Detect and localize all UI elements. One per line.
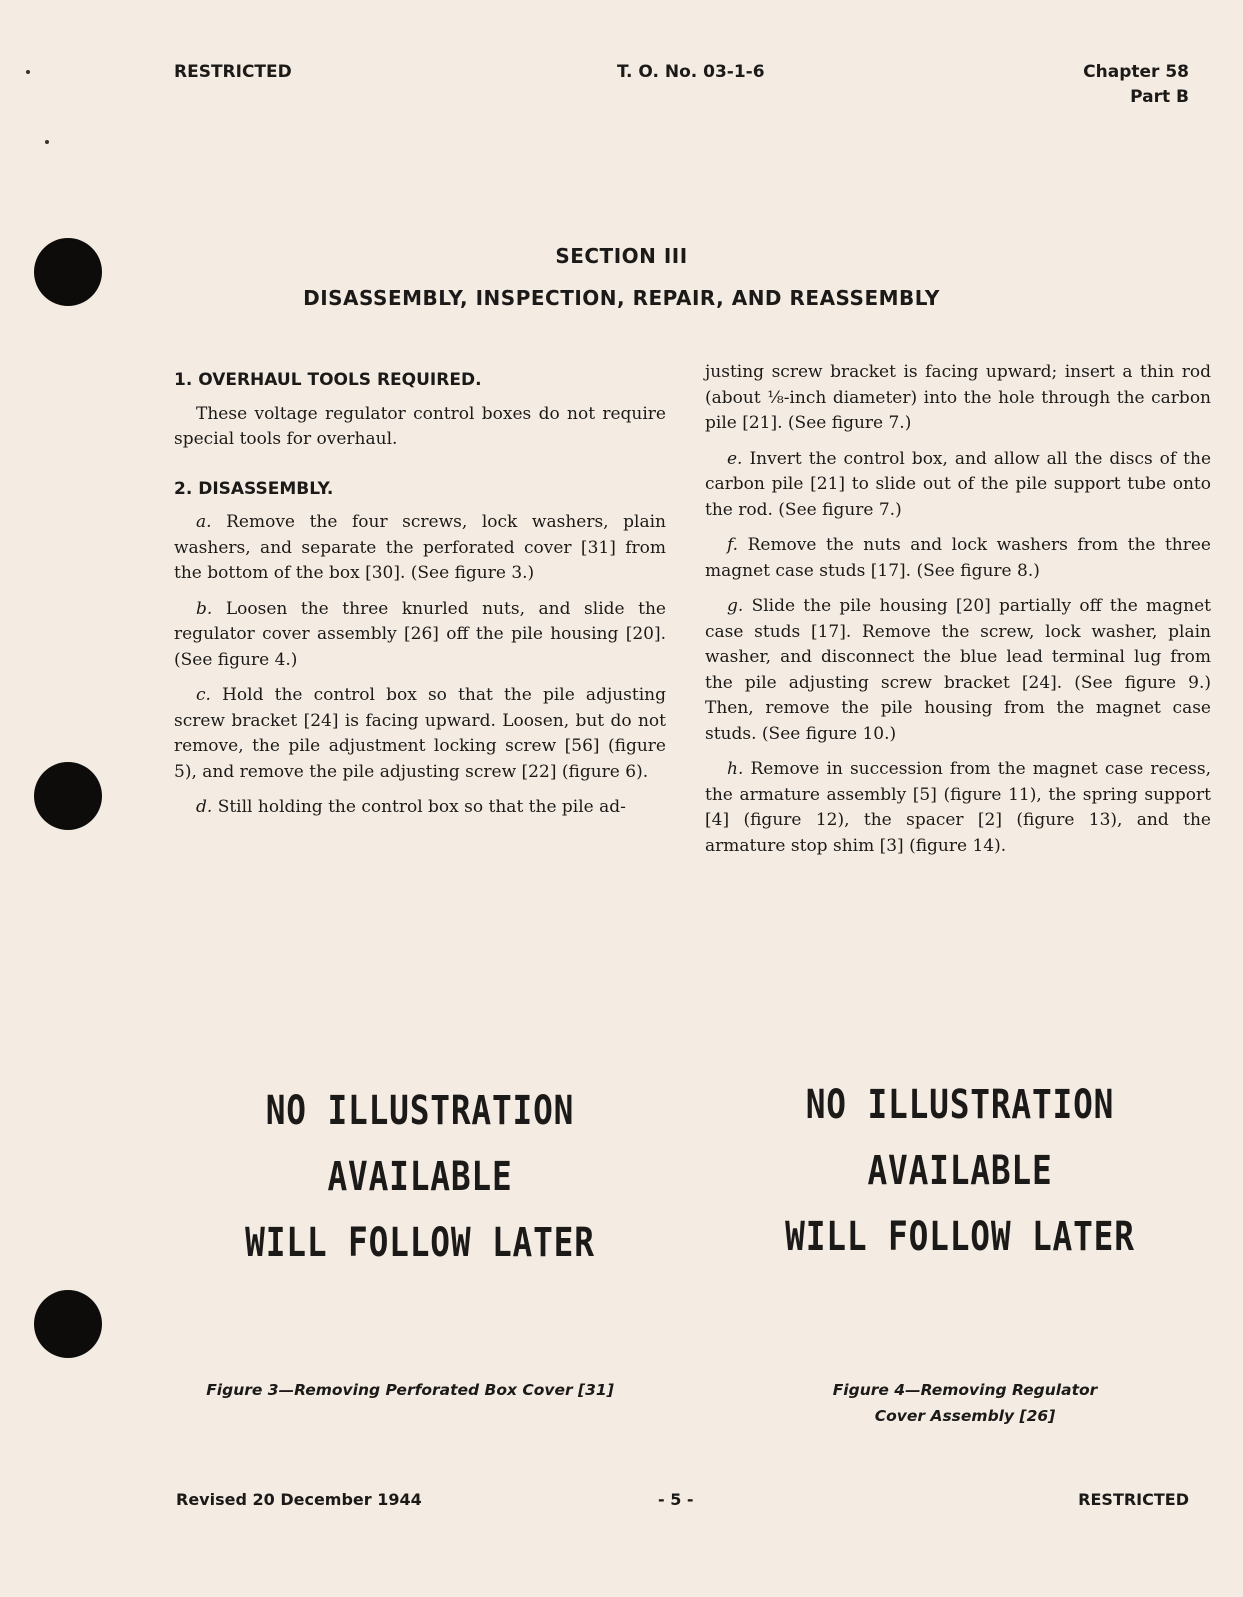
placeholder-line: WILL FOLLOW LATER [245, 1220, 595, 1266]
step-text: Remove in succession from the magnet case recess, the armature assembly [5] (figure 11), the spring support [4] (figure 12), the spacer [2] (figure 13), and the armature stop shim [3] (figure 14). [705, 759, 1211, 856]
step-h [705, 757, 1211, 859]
binder-hole-middle [34, 762, 102, 830]
step-e [705, 447, 1211, 524]
footer-revision-date: Revised 20 December 1944 [176, 1490, 422, 1509]
step-text: Remove the nuts and lock washers from the three magnet case studs [17]. (See figure 8.) [705, 535, 1211, 581]
footer-restricted: RESTRICTED [1078, 1490, 1189, 1509]
footer-page-number: - 5 - [658, 1490, 694, 1509]
step-d [174, 795, 666, 821]
step-letter: g. [727, 596, 744, 616]
step-letter: c. [196, 685, 211, 705]
step-text: Loosen the three knurled nuts, and slide the regulator cover assembly [26] off the pile housing [20]. (See figure 4.) [174, 598, 666, 670]
step-letter: h. [727, 759, 744, 779]
step-letter: b. [196, 598, 213, 619]
right-column [705, 360, 1211, 869]
header-chapter: Chapter 58 [1083, 62, 1189, 82]
step-text: Invert the control box, and allow all the discs of the carbon pile [21] to slide out of the pile support tube onto the rod. (See figure 7.) [705, 448, 1211, 520]
caption-line: Cover Assembly [26] [874, 1407, 1056, 1425]
binder-hole-bottom [34, 1290, 102, 1358]
header-part: Part B [1130, 87, 1189, 107]
step-f [705, 533, 1211, 584]
paragraph-tools: These voltage regulator control boxes do not require special tools for overhaul. [174, 403, 666, 449]
step-text: Hold the control box so that the pile adjusting screw bracket [24] is facing upward. Loosen, but do not remove, the pile adjustment locking screw [56] (figure 5), and remove the pile adjusting screw [22] (figure 6). [174, 685, 666, 782]
section-title: DISASSEMBLY, INSPECTION, REPAIR, AND REASSEMBLY [303, 286, 940, 310]
step-c [174, 683, 666, 785]
step-letter: f. [727, 535, 739, 555]
step-text: Remove the four screws, lock washers, plain washers, and separate the perforated cover [31] from the bottom of the box [30]. (See figure 3.) [174, 512, 666, 583]
header-restricted: RESTRICTED [174, 62, 292, 82]
step-letter: d. [196, 797, 213, 817]
figure-3-caption [160, 1377, 660, 1403]
placeholder-line: WILL FOLLOW LATER [785, 1214, 1135, 1260]
heading-disassembly: 2. DISASSEMBLY. [174, 478, 334, 499]
heading-overhaul-tools: 1. OVERHAUL TOOLS REQUIRED. [174, 370, 482, 390]
placeholder-line: NO ILLUSTRATION AVAILABLE [265, 1088, 575, 1200]
step-a [174, 510, 666, 587]
step-g [705, 594, 1211, 747]
step-b [174, 597, 666, 674]
step-d-continuation: justing screw bracket is facing upward; insert a thin rod (about ⅛-inch diameter) into the hole through the carbon pile [21]. (See figure 7.) [705, 362, 1211, 433]
placeholder-line: NO ILLUSTRATION AVAILABLE [805, 1082, 1115, 1194]
header-tech-order-number: T. O. No. 03-1-6 [617, 62, 765, 82]
step-letter: e. [727, 448, 743, 469]
step-letter: a. [196, 512, 212, 532]
figure-3-placeholder [199, 1078, 642, 1276]
caption-line: Figure 3—Removing Perforated Box Cover [31] [206, 1381, 614, 1399]
step-text: Still holding the control box so that the pile ad- [212, 797, 626, 817]
caption-line: Figure 4—Removing Regulator [832, 1381, 1098, 1399]
figure-4-caption [715, 1377, 1215, 1429]
speck [45, 140, 49, 144]
section-number: SECTION III [555, 244, 688, 268]
speck [26, 70, 30, 74]
figure-4-placeholder [739, 1072, 1182, 1270]
step-text: Slide the pile housing [20] partially off the magnet case studs [17]. Remove the screw, lock washer, plain washer, and disconnect the blue lead terminal lug from the pile adjusting screw bracket [24]. (See figure 9.) Then, remove the pile housing from the magnet case studs. (See figure 10.) [705, 596, 1211, 744]
left-column [174, 368, 666, 831]
